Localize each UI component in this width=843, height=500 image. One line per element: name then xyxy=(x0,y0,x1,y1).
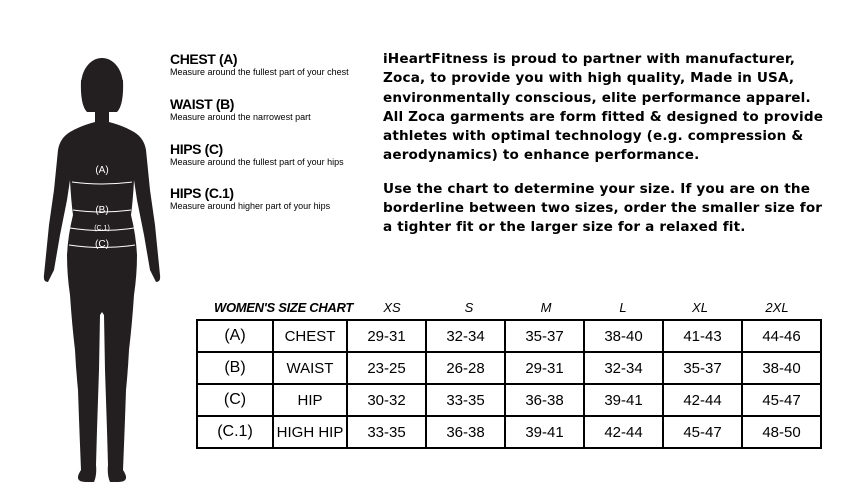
table-cell: 38-40 xyxy=(584,320,663,352)
measure-high-hips-name: HIPS (C.1) xyxy=(170,185,234,201)
figure-label-a: (A) xyxy=(95,165,109,176)
measure-high-hips xyxy=(170,185,375,212)
size-chart-title: WOMEN'S SIZE CHART xyxy=(214,300,354,315)
table-cell: 36-38 xyxy=(426,416,505,448)
table-cell: 32-34 xyxy=(584,352,663,384)
measure-hips-name: HIPS (C) xyxy=(170,141,223,157)
measure-waist-name: WAIST (B) xyxy=(170,96,235,112)
table-cell: 26-28 xyxy=(426,352,505,384)
row-code: (B) xyxy=(197,352,273,384)
table-cell: 36-38 xyxy=(505,384,584,416)
row-code: (C.1) xyxy=(197,416,273,448)
table-cell: 38-40 xyxy=(742,352,821,384)
table-cell: 33-35 xyxy=(347,416,426,448)
table-cell: 29-31 xyxy=(347,320,426,352)
measure-hips-desc: Measure around the fullest part of your hips xyxy=(170,157,344,167)
table-cell: 23-25 xyxy=(347,352,426,384)
size-header-m: M xyxy=(540,300,552,315)
table-cell: 33-35 xyxy=(426,384,505,416)
table-cell: 42-44 xyxy=(663,384,742,416)
table-cell: 32-34 xyxy=(426,320,505,352)
table-cell: 41-43 xyxy=(663,320,742,352)
table-cell: 48-50 xyxy=(742,416,821,448)
measure-hips xyxy=(170,141,375,168)
row-code: (C) xyxy=(197,384,273,416)
table-cell: 44-46 xyxy=(742,320,821,352)
measure-high-hips-desc: Measure around higher part of your hips xyxy=(170,201,331,211)
table-cell: 45-47 xyxy=(742,384,821,416)
body-silhouette xyxy=(40,50,165,490)
size-header-l: L xyxy=(619,300,627,315)
size-header-2xl: 2XL xyxy=(765,300,789,315)
table-row xyxy=(197,352,821,384)
body-silhouette-graphic xyxy=(40,50,165,490)
table-cell: 35-37 xyxy=(505,320,584,352)
table-cell: 35-37 xyxy=(663,352,742,384)
row-label: CHEST xyxy=(273,320,347,352)
row-label: HIGH HIP xyxy=(273,416,347,448)
table-cell: 45-47 xyxy=(663,416,742,448)
table-cell: 29-31 xyxy=(505,352,584,384)
row-label: WAIST xyxy=(273,352,347,384)
table-row xyxy=(197,384,821,416)
measure-chest xyxy=(170,51,375,78)
measure-waist-desc: Measure around the narrowest part xyxy=(170,112,311,122)
size-header-xl: XL xyxy=(692,300,708,315)
intro-paragraph-2: Use the chart to determine your size. If you are on the borderline between two sizes, order the smaller size for a tighter fit or the larger size for a relaxed fit. xyxy=(383,180,823,236)
intro-paragraph-1: iHeartFitness is proud to partner with manufacturer, Zoca, to provide you with high quality, Made in USA, environmentally conscious, elite performance apparel. All Zoca garments are form fitted & designed to provide athletes with optimal technology (e.g. compression & aerodynamics) to enhance performance. xyxy=(383,51,824,164)
table-cell: 39-41 xyxy=(505,416,584,448)
table-row xyxy=(197,416,821,448)
size-chart-table xyxy=(196,319,822,449)
figure-label-c1: (C.1) xyxy=(94,225,110,232)
size-header-s: S xyxy=(464,300,474,315)
row-code: (A) xyxy=(197,320,273,352)
figure-label-b: (B) xyxy=(95,205,109,216)
intro-text xyxy=(383,50,833,238)
table-cell: 42-44 xyxy=(584,416,663,448)
measure-waist xyxy=(170,96,375,123)
table-cell: 39-41 xyxy=(584,384,663,416)
figure-label-c: (C) xyxy=(95,239,109,250)
measure-chest-desc: Measure around the fullest part of your chest xyxy=(170,67,349,77)
measure-chest-name: CHEST (A) xyxy=(170,51,238,67)
row-label: HIP xyxy=(273,384,347,416)
size-header-xs: XS xyxy=(383,300,401,315)
table-row xyxy=(197,320,821,352)
table-cell: 30-32 xyxy=(347,384,426,416)
